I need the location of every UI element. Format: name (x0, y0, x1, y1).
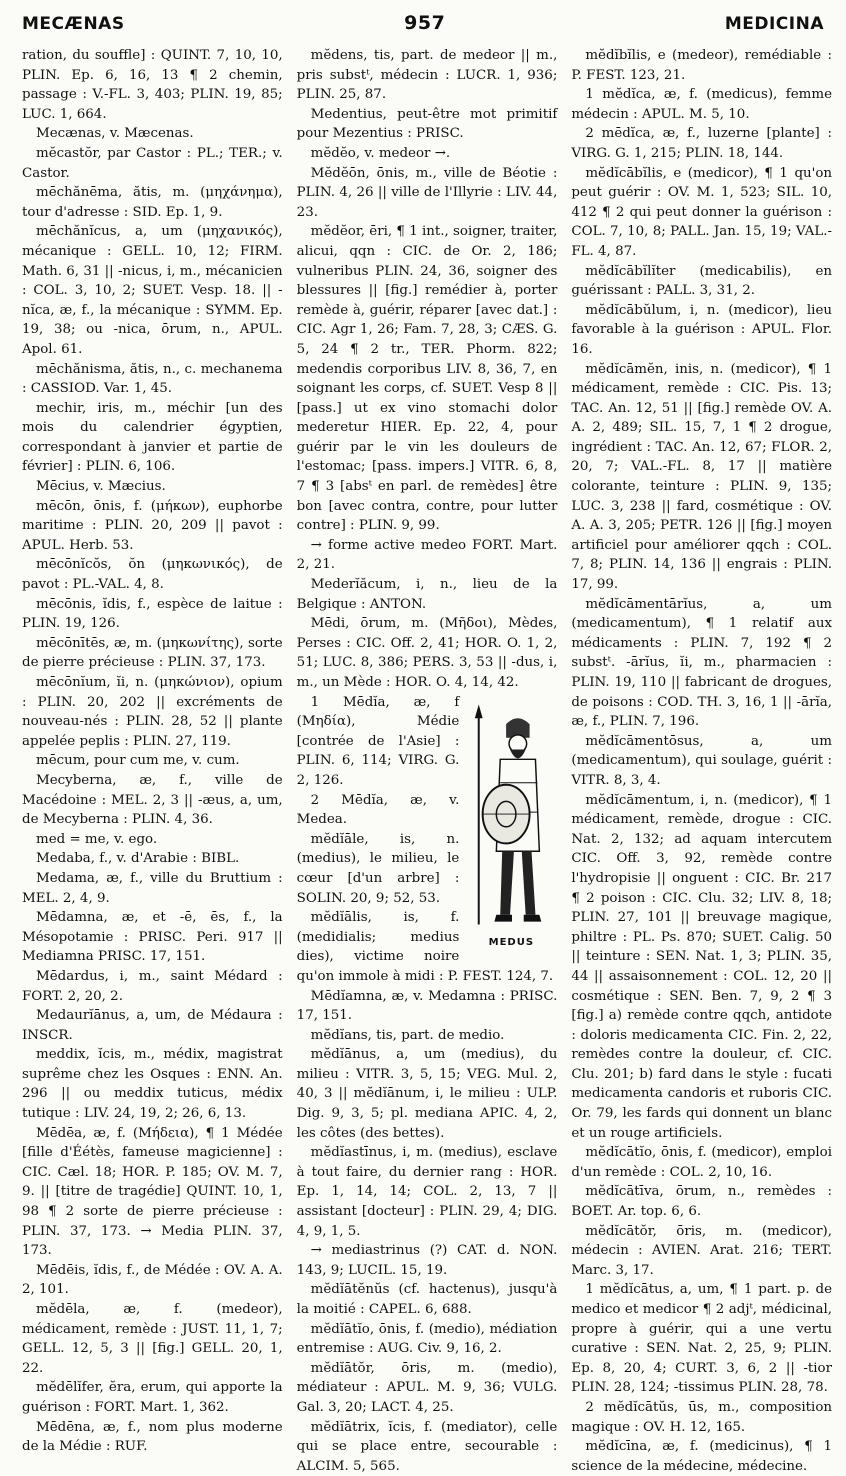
dictionary-entry: 2 mĕdĭcātŭs, ūs, m., composition magique : OV. H. 12, 165. (571, 1399, 833, 1435)
dictionary-entry: mĕdĭānus, a, um (medius), du milieu : VITR. 3, 5, 15; VEG. Mul. 2, 40, 3 || mĕdĭānum, i, le milieu : ULP. Dig. 9, 3, 5; pl. mediana APIC. 4, 2, les côtes (des bettes). (296, 1047, 558, 1141)
dictionary-entry: Mēdēa, æ, f. (Μήδεια), ¶ 1 Médée [fille d'Éétès, fameuse magicienne] : CIC. Cæl. 18; HOR. P. 185; OV. M. 7, 9. || [titre de tragédie] QUINT. 10, 1, 98 ¶ 2 sorte de pierre précieuse : PLIN. 37, 173. → Media PLIN. 37, 173. (22, 1125, 283, 1259)
dictionary-entry: Medaurĭānus, a, um, de Médaura : INSCR. (22, 1008, 283, 1043)
dictionary-entry: mĕdĭcātīva, ōrum, n., remèdes : BOET. Ar. top. 6, 6. (571, 1184, 833, 1220)
dictionary-entry: mēcōnĭcŏs, ŏn (μηκωνικός), de pavot : PL.-VAL. 4, 8. (22, 557, 283, 593)
dictionary-entry: 1 mĕdĭcātus, a, um, ¶ 1 part. p. de medico et medicor ¶ 2 adjᵗ, médicinal, propre à guérir, qui a une vertu curative : SEN. Nat. 2, 25, 9; PLIN. Ep. 8, 20, 4; CURT. 3, 6, 2 || -tior PLIN. 28, 124; -tissimus PLIN. 28, 78. (571, 1282, 833, 1396)
dictionary-entry: mĕdĭcātŏr, ōris, m. (medicor), médecin : AVIEN. Arat. 216; TERT. Marc. 3, 17. (571, 1223, 833, 1278)
dictionary-entry: mĕdĭcātĭo, ōnis, f. (medicor), emploi d'un remède : COL. 2, 10, 16. (571, 1145, 833, 1180)
dictionary-entry: mĕdens, tis, part. de medeor || m., pris substᵗ, médecin : LUCR. 1, 936; PLIN. 25, 87. (296, 48, 558, 103)
column-3 (571, 46, 833, 1474)
header-first-word: MECÆNAS (22, 14, 125, 34)
dictionary-entry: Mēdēis, ĭdis, f., de Médée : OV. A. A. 2, 101. (22, 1262, 283, 1298)
medus-illustration (465, 697, 557, 953)
dictionary-entry: mĕdĭans, tis, part. de medio. (310, 1027, 505, 1043)
dictionary-entry: med = me, v. ego. (36, 831, 158, 847)
dictionary-entry: mĕdĭātŏr, ōris, m. (medio), médiateur : APUL. M. 9, 36; VULG. Gal. 3, 20; LACT. 4, 25. (296, 1360, 558, 1415)
dictionary-entry: mĕdĭātĕnŭs (cf. hactenus), jusqu'à la moitié : CAPEL. 6, 688. (296, 1282, 558, 1317)
dictionary-entry: Mederĭăcum, i, n., lieu de la Belgique : ANTON. (296, 577, 558, 612)
dictionary-entry: mēchănisma, ătis, n., c. mechanema : CASSIOD. Var. 1, 45. (22, 361, 283, 397)
dictionary-entry: 1 mĕdĭca, æ, f. (medicus), femme médecin : APUL. M. 5, 10. (571, 87, 833, 122)
dictionary-entry: mĕdĭcīna, æ, f. (medicinus), ¶ 1 science de la médecine, médecine. (571, 1439, 833, 1474)
dictionary-entry: mĕdĭcāmentōsus, a, um (medicamentum), qui soulage, guérit : VITR. 8, 3, 4. (571, 733, 833, 788)
dictionary-entry: Medaba, f., v. d'Arabie : BIBL. (36, 851, 240, 867)
dictionary-entry: mĕdĕo, v. medeor →. (310, 145, 451, 161)
dictionary-entry: mĕdĭcāmentārĭus, a, um (medicamentum), ¶ 1 relatif aux médicaments : PLIN. 7, 192 ¶ 2 substᵗ. -ārĭus, ĭi, m., pharmacien : PLIN. 19, 110 || fabricant de drogues, de poisons : COD. TH. 3, 16, 1 || -ārĭa, æ, f., PLIN. 7, 196. (571, 596, 833, 730)
dictionary-entry: mĕdĭcābĭlĭter (medicabilis), en guérissant : PALL. 3, 31, 2. (571, 263, 833, 299)
dictionary-entry: mĕdĭbĭlis, e (medeor), remédiable : P. FEST. 123, 21. (571, 48, 833, 83)
medus-caption: MEDUS (488, 937, 535, 948)
dictionary-entry: Medama, æ, f., ville du Bruttium : MEL. 2, 4, 9. (22, 870, 283, 906)
dictionary-entry: mĕdĭcāmentum, i, n. (medicor), ¶ 1 médicament, remède, drogue : CIC. Nat. 2, 132; ad aquam intercutem CIC. Off. 3, 92, remède contre l'hydropisie || onguent : CIC. Br. 217 ¶ 2 poison : CIC. Clu. 32; LIV. 8, 18; PLIN. 27, 101 || breuvage magique, philtre : PL. Ps. 870; SUET. Calig. 50 || teinture : SEN. Nat. 1, 3; PLIN. 35, 44 || assaisonnement : COL. 12, 20 || cosmétique : SEN. Ben. 7, 9, 2 ¶ 3 [fig.] a) remède contre qqch, antidote : doloris medicamenta CIC. Fin. 2, 22, remèdes contre la douleur, cf. CIC. Clu. 201; b) fard dans le style : fucati medicamenta candoris et ruboris CIC. Or. 79, les fards qui donnent un blanc et un rouge artificiels. (571, 792, 833, 1141)
dictionary-entry: Medentius, peut-être mot primitif pour Mezentius : PRISC. (296, 106, 558, 142)
dictionary-entry: Mecænas, v. Mæcenas. (36, 126, 194, 142)
dictionary-entry: 2 Mēdĭa, æ, v. Medea. (296, 792, 460, 828)
dictionary-entry: mēcōnĭum, ĭi, n. (μηκώνιον), opium : PLIN. 20, 202 || excréments de nouveau-nés : PLIN. 28, 52 || plante appelée peplis : PLIN. 27, 119. (22, 675, 283, 749)
dictionary-entry: mĕdĭastīnus, i, m. (medius), esclave à tout faire, du dernier rang : HOR. Ep. 1, 14, 14; COL. 2, 13, 7 || assistant [docteur] : PLIN. 29, 4; DIG. 4, 9, 1, 5. (296, 1145, 558, 1239)
page-header (22, 12, 824, 42)
dictionary-entry: mĕdēla, æ, f. (medeor), médicament, remède : JUST. 11, 1, 7; GELL. 12, 5, 3 || [fig.] GELL. 20, 1, 22. (22, 1302, 283, 1376)
dictionary-entry: Mēdĭamna, æ, v. Medamna : PRISC. 17, 151. (296, 988, 558, 1024)
dictionary-entry: mēcōn, ōnis, f. (μήκων), euphorbe maritime : PLIN. 20, 209 || pavot : APUL. Herb. 53. (22, 498, 283, 553)
dictionary-entry: mĕdēlĭfer, ĕra, erum, qui apporte la guérison : FORT. Mart. 1, 362. (22, 1380, 283, 1415)
dictionary-entry: mĕdĭātrix, ĭcis, f. (mediator), celle qui se place entre, secourable : ALCIM. 5, 565. (296, 1419, 558, 1474)
header-last-word: MEDICINA (724, 14, 824, 34)
dictionary-entry: mĕdĭātĭo, ōnis, f. (medio), médiation entremise : AUG. Civ. 9, 16, 2. (296, 1321, 558, 1357)
dictionary-entry: 2 mēdĭca, æ, f., luzerne [plante] : VIRG. G. 1, 215; PLIN. 18, 144. (571, 126, 833, 161)
dictionary-entry: mĕdĕor, ēri, ¶ 1 int., soigner, traiter, alicui, qqn : CIC. de Or. 2, 186; vulneribus PLIN. 24, 36, soigner des blessures || [fig.] remédier à, porter remède à, guérir, réparer [avec dat.] : CIC. Agr 1, 26; Fam. 7, 28, 3; CÆS. G. 5, 24 ¶ 2 tr., TER. Phorm. 822; medendis corporibus LIV. 8, 36, 7, en soignant les corps, cf. SUET. Vesp 8 || [pass.] ut ex vino stomachi dolor mederetur HIER. Ep. 22, 4, pour guérir par le vin les douleurs de l'estomac; [pass. impers.] VITR. 6, 8, 7 ¶ 3 [absᵗ en parl. de remèdes] être bon [avec contra, contre, pour lutter contre] : PLIN. 9, 99. (296, 224, 558, 534)
dictionary-entry: Mēdamna, æ, et -ē, ēs, f., la Mésopotamie : PRISC. Peri. 917 || Mediamna PRISC. 17, 151. (22, 910, 283, 965)
dictionary-entry: Mecyberna, æ, f., ville de Macédoine : MEL. 2, 3 || -æus, a, um, de Mecyberna : PLIN. 4, 36. (22, 772, 283, 828)
dictionary-entry: mēchănēma, ătis, m. (μηχάνημα), tour d'adresse : SID. Ep. 1, 9. (22, 185, 283, 220)
dictionary-entry: Mēcius, v. Mæcius. (36, 479, 166, 495)
dictionary-entry: mĕdĭālis, is, f. (medidialis; medius dies), victime noire qu'on immole à midi : P. FEST. 124, 7. (296, 910, 554, 984)
dictionary-entry: mēchănĭcus, a, um (μηχανικός), mécanique : GELL. 10, 12; FIRM. Math. 6, 31 || -nicus, i, m., mécanicien : COL. 3, 10, 2; SUET. Vesp. 18. || -nĭca, æ, f., la mécanique : SYMM. Ep. 19, 38; ou -nica, ōrum, n., APUL. Apol. 61. (22, 224, 283, 357)
dictionary-entry: mĕdĭcābŭlum, i, n. (medicor), lieu favorable à la guérison : APUL. Flor. 16. (571, 302, 833, 357)
dictionary-entry: mĕdĭāle, is, n. (medius), le milieu, le cœur [d'un arbre] : SOLIN. 20, 9; 52, 53. (296, 831, 460, 906)
dictionary-entry: mēcum, pour cum me, v. cum. (36, 753, 240, 769)
dictionary-entry: mĕdĭcābĭlis, e (medicor), ¶ 1 qu'on peut guérir : OV. M. 1, 523; SIL. 10, 412 ¶ 2 qui peut donner la guérison : COL. 7, 10, 8; PALL. Jan. 15, 19; VAL.-FL. 4, 87. (571, 165, 833, 259)
dictionary-entry: Mēdi, ōrum, m. (Μῆδοι), Mèdes, Perses : CIC. Off. 2, 41; HOR. O. 1, 2, 51; LUC. 8, 386; PERS. 3, 53 || -dus, i, m., un Mède : HOR. O. 4, 14, 42. (296, 616, 558, 690)
columns (22, 46, 833, 1474)
dictionary-entry: meddix, ĭcis, m., médix, magistrat suprême chez les Osques : ENN. An. 296 || ou meddix tuticus, médix tutique : LIV. 24, 19, 2; 26, 6, 13. (22, 1047, 283, 1122)
dictionary-entry: Mēdēna, æ, f., nom plus moderne de la Médie : RUF. (22, 1419, 283, 1455)
dictionary-entry: → mediastrinus (?) CAT. d. NON. 143, 9; LUCIL. 15, 19. (296, 1243, 558, 1278)
medus-warrior-icon (467, 703, 555, 931)
dictionary-entry: ration, du souffle] : QUINT. 7, 10, 10, PLIN. Ep. 6, 16, 13 ¶ 2 chemin, passage : V.-FL. 3, 403; PLIN. 19, 85; LUC. 1, 664. (22, 48, 283, 122)
dictionary-entry: 1 Mēdĭa, æ, f (Μηδία), Médie [contrée de l'Asie] : PLIN. 6, 114; VIRG. G. 2, 126. (296, 694, 460, 788)
dictionary-entry: Mĕdĕōn, ōnis, m., ville de Béotie : PLIN. 4, 26 || ville de l'Illyrie : LIV. 44, 23. (296, 165, 558, 220)
column-1 (22, 46, 283, 1455)
column-2 (296, 46, 558, 1474)
dictionary-entry: → forme active medeo FORT. Mart. 2, 21. (296, 537, 558, 573)
page-number: 957 (404, 12, 446, 34)
dictionary-entry: mēcōnis, ĭdis, f., espèce de laitue : PLIN. 19, 126. (22, 596, 283, 632)
dictionary-entry: mĕdĭcāmĕn, inis, n. (medicor), ¶ 1 médicament, remède : CIC. Pis. 13; TAC. An. 12, 51 || [fig.] remède OV. A. A. 2, 489; SIL. 15, 7, 1 ¶ 2 drogue, ingrédient : TAC. An. 12, 67; FLOR. 2, 20, 7; VAL.-FL. 8, 17 || matière colorante, teinture : PLIN. 9, 135; LUC. 3, 238 || fard, cosmétique : OV. A. A. 3, 205; PETR. 126 || [fig.] moyen artificiel pour améliorer qqch : COL. 7, 8; PLIN. 14, 136 || engrais : PLIN. 17, 99. (571, 361, 833, 593)
dictionary-entry: mĕcastŏr, par Castor : PL.; TER.; v. Castor. (22, 145, 283, 181)
dictionary-entry: Mēdardus, i, m., saint Médard : FORT. 2, 20, 2. (22, 968, 283, 1004)
dictionary-entry: mēcōnītēs, æ, m. (μηκωνίτης), sorte de pierre précieuse : PLIN. 37, 173. (22, 635, 283, 671)
dictionary-entry: mechir, iris, m., méchir [un des mois du calendrier égyptien, correspondant à janvier et partie de février] : PLIN. 6, 106. (22, 400, 283, 475)
